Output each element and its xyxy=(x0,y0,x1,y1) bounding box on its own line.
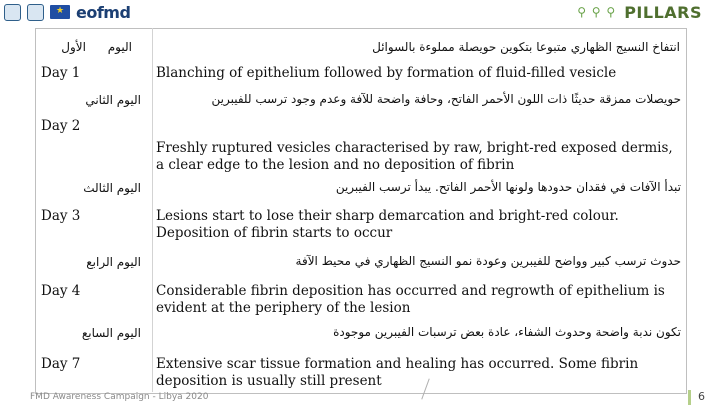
partner-logo-icon xyxy=(27,4,44,21)
day-4-ar-label: اليوم الرابع xyxy=(86,255,141,269)
day-2-desc: Freshly ruptured vesicles characterised by raw, bright-red exposed dermis, a clear edge to the lesion and no deposition of fibrin xyxy=(156,140,673,173)
day-7-ar-label: اليوم السابع xyxy=(81,326,141,340)
day-7-ar-desc: تكون ندبة واضحة وحدوث الشفاء، عادة بعض ترسبات الفيبرين موجودة xyxy=(333,325,681,339)
left-logos xyxy=(4,2,130,22)
pillars-figures-icon: ⚲ ⚲ ⚲ xyxy=(577,5,617,19)
day-2-ar-label: اليوم الثاني xyxy=(85,93,141,107)
eu-flag-icon xyxy=(50,5,70,19)
day-2-label: Day 2 xyxy=(41,118,81,134)
page-number: 6 xyxy=(698,390,705,403)
header-day-ar-left: اليوم xyxy=(107,40,132,54)
day-3-label: Day 3 xyxy=(41,208,81,224)
footer-campaign: FMD Awareness Campaign - Libya 2020 xyxy=(30,392,209,402)
pillars-logo: PILLARS xyxy=(624,2,702,22)
day-3-desc: Lesions start to lose their sharp demarcation and bright-red colour. Deposition of fibrin starts to occur xyxy=(156,208,619,241)
header-desc-ar: انتفاخ النسيج الظهاري متبوعا بتكوين حويصلة مملوءة بالسوائل xyxy=(372,40,680,54)
day-4-ar-desc: حدوث ترسب كبير وواضح للفيبرين وعودة نمو النسيج الظهاري في محيط الآفة xyxy=(295,254,681,268)
page-number-accent xyxy=(688,390,691,405)
day-3-ar-label: اليوم الثالث xyxy=(83,181,141,195)
column-divider xyxy=(152,28,153,392)
fao-logo-icon xyxy=(4,4,21,21)
day-1-label: Day 1 xyxy=(41,65,81,81)
day-7-desc: Extensive scar tissue formation and healing has occurred. Some fibrin deposition is usually still present xyxy=(156,356,639,389)
eufmd-logo: eofmd xyxy=(76,2,131,22)
day-2-ar-desc: حويصلات ممزقة حديثًا ذات اللون الأحمر الفاتح، وحافة واضحة للآفة وعدم وجود ترسب للفيبرين xyxy=(211,92,681,106)
day-7-label: Day 7 xyxy=(41,356,81,372)
day-4-desc: Considerable fibrin deposition has occurred and regrowth of epithelium is evident at the periphery of the lesion xyxy=(156,283,665,316)
header-day-ar-right: الأول xyxy=(61,40,86,54)
day-3-ar-desc: تبدأ الآفات في فقدان حدودها ولونها الأحمر الفاتح. يبدأ ترسب الفيبرين xyxy=(335,180,681,194)
top-logo-bar xyxy=(0,0,720,24)
day-4-label: Day 4 xyxy=(41,283,81,299)
right-logos xyxy=(577,2,702,22)
day-1-desc: Blanching of epithelium followed by formation of fluid-filled vesicle xyxy=(156,65,617,81)
